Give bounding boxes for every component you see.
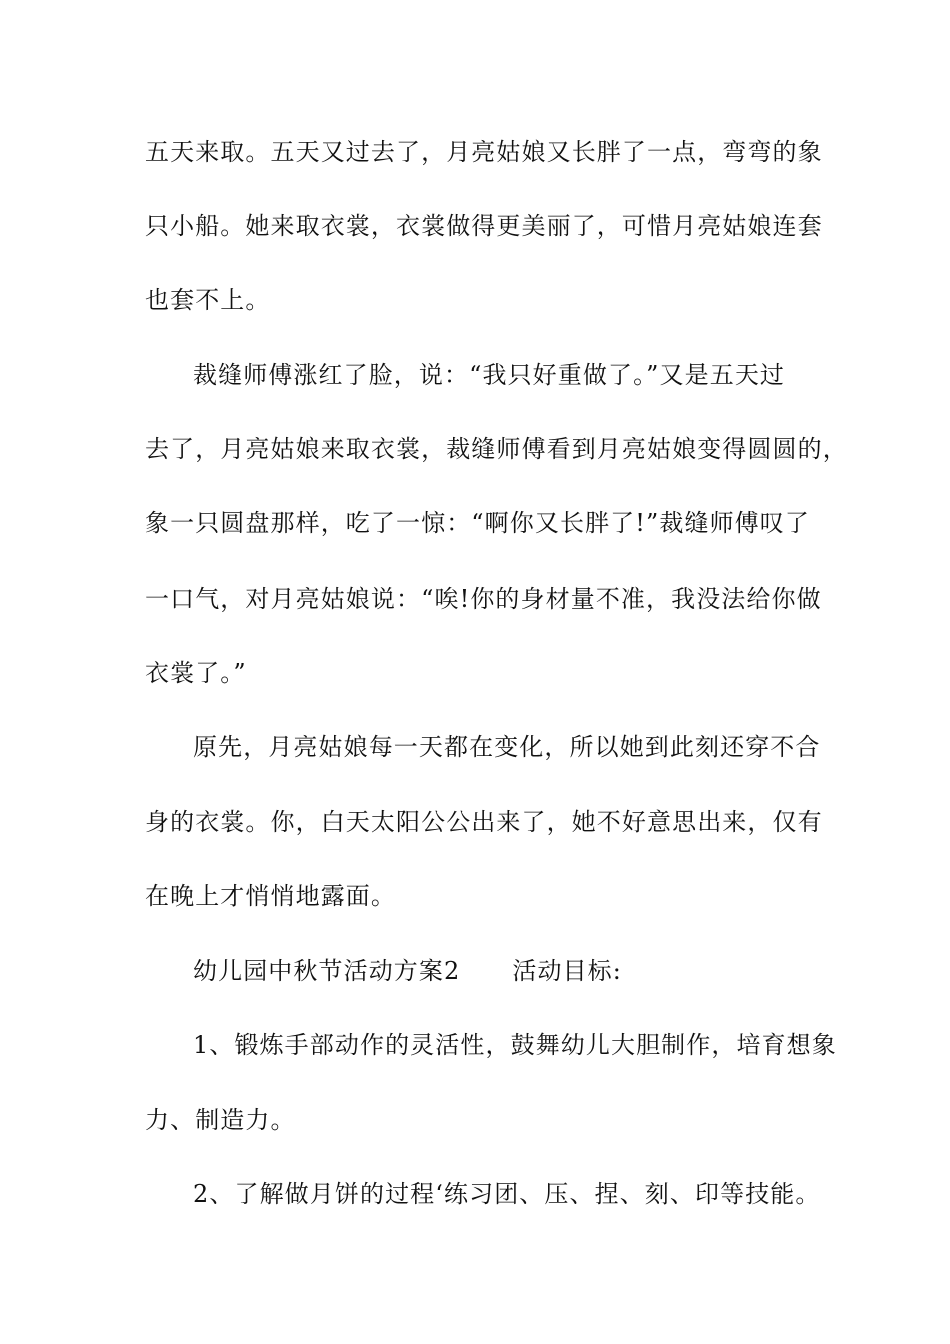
paragraph-line: 在晚上才悄悄地露面。 — [145, 882, 396, 910]
paragraph-line: 去了，月亮姑娘来取衣裳，裁缝师傅看到月亮姑娘变得圆圆的， — [145, 435, 848, 463]
paragraph-line: 一口气，对月亮姑娘说：“唉!你的身材量不准，我没法给你做 — [145, 585, 822, 613]
list-item-line: 1、锻炼手部动作的灵活性，鼓舞幼儿大胆制作，培育想象 — [193, 1031, 837, 1059]
list-item-line: 力、制造力。 — [145, 1106, 296, 1134]
goal-heading: 活动目标: — [512, 957, 622, 985]
paragraph-line: 象一只圆盘那样，吃了一惊：“啊你又长胖了!”裁缝师傅叹了 — [145, 509, 810, 537]
paragraph-line: 身的衣裳。你，白天太阳公公出来了，她不好意思出来，仅有 — [145, 808, 823, 836]
list-item-line: 2、了解做月饼的过程‘练习团、压、捏、刻、印等技能。 — [193, 1180, 821, 1208]
paragraph-line: 只小船。她来取衣裳，衣裳做得更美丽了，可惜月亮姑娘连套 — [145, 212, 823, 240]
section-heading-line — [193, 955, 815, 987]
paragraph-line: 也套不上。 — [145, 286, 271, 314]
paragraph-line: 原先，月亮姑娘每一天都在变化，所以她到此刻还穿不合 — [193, 733, 821, 761]
plan-title: 幼儿园中秋节活动方案2 — [193, 957, 461, 985]
paragraph-line: 衣裳了。” — [145, 659, 247, 687]
paragraph-line: 五天来取。五天又过去了，月亮姑娘又长胖了一点，弯弯的象 — [145, 138, 823, 166]
paragraph-line: 裁缝师傅涨红了脸，说：“我只好重做了。”又是五天过 — [193, 361, 786, 389]
